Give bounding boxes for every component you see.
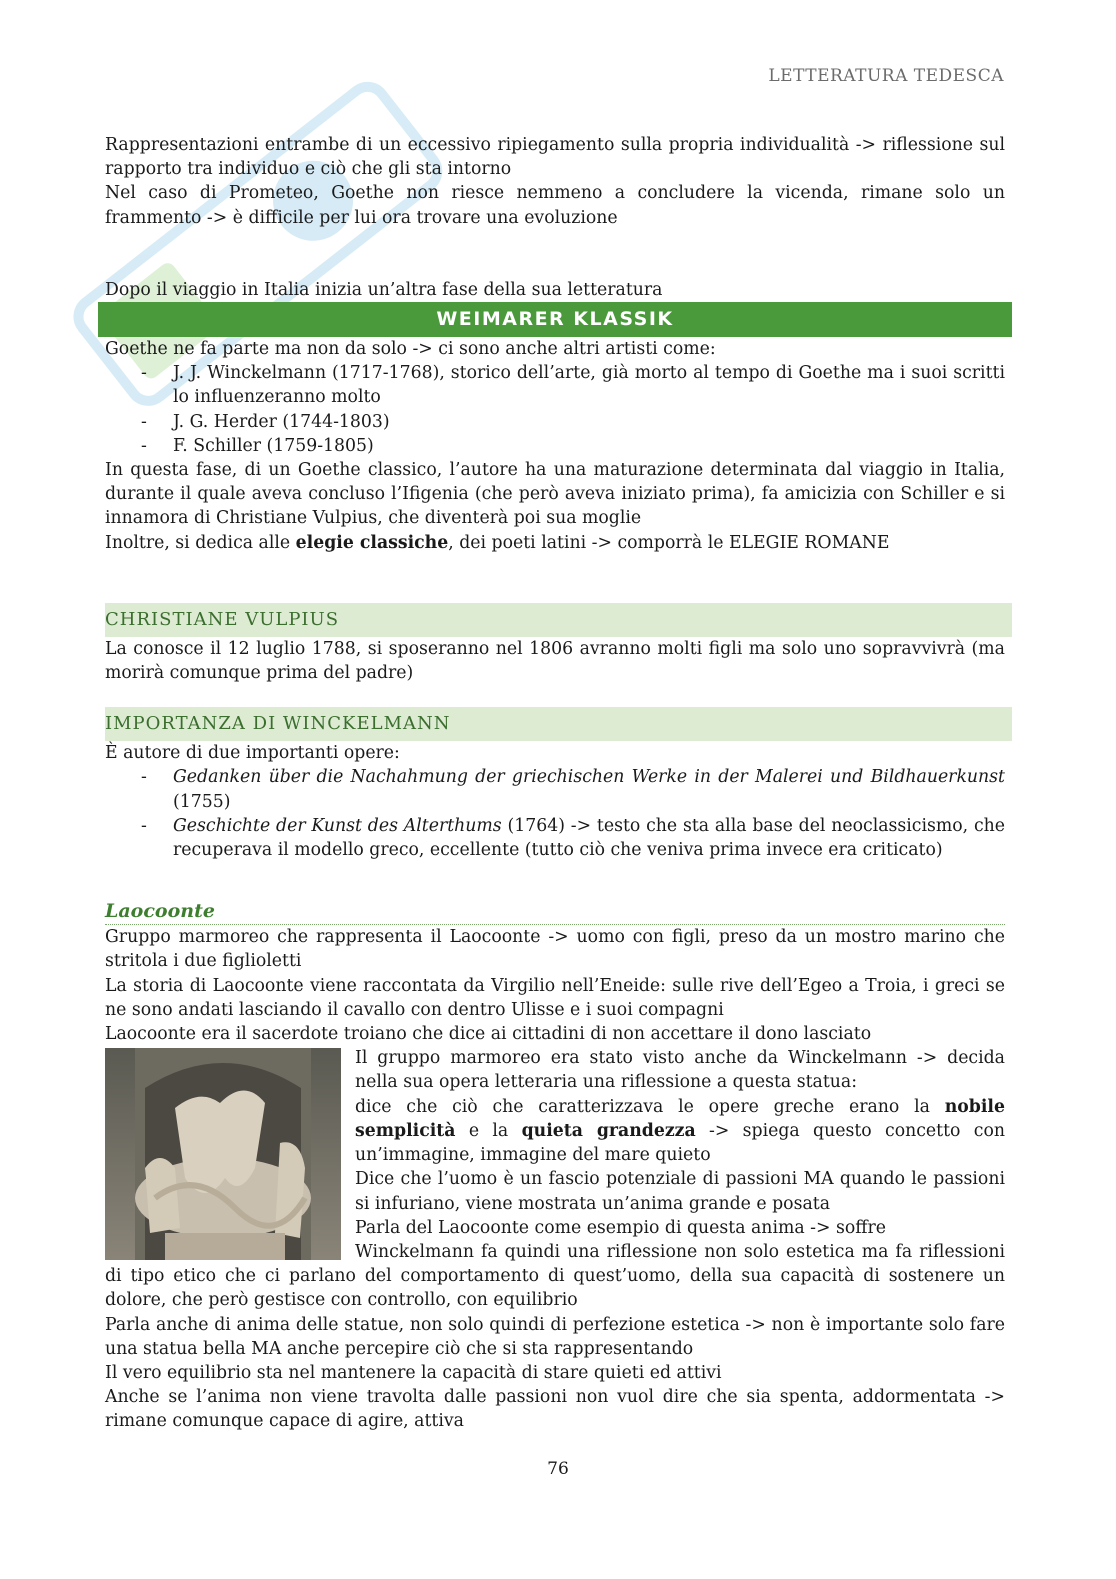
list-item: - J. J. Winckelmann (1717-1768), storico dell’arte, già morto al tempo di Goethe ma i suoi scritti lo influenzeranno molto: [141, 363, 1005, 408]
dash-bullet: -: [141, 767, 147, 788]
paragraph: Parla del Laocoonte come esempio di questa anima -> soffre: [355, 1217, 887, 1238]
dash-bullet: -: [141, 435, 147, 456]
paragraph: È autore di due importanti opere:: [105, 743, 400, 764]
paragraph: La conosce il 12 luglio 1788, si sposeranno nel 1806 avranno molti figli ma solo uno sopravvivrà (ma morirà comunque prima del padre): [105, 638, 1005, 684]
paragraph: Nel caso di Prometeo, Goethe non riesce nemmeno a concludere la vicenda, rimane solo un frammento -> è difficile per lui ora trovare una evoluzione: [105, 183, 1005, 228]
paragraph: Parla anche di anima delle statue, non solo quindi di perfezione estetica -> non è importante solo fare una statua bella MA anche percepire ciò che si sta rappresentando: [105, 1314, 1005, 1359]
paragraph: La storia di Laocoonte viene raccontata da Virgilio nell’Eneide: sulle rive dell’Egeo a Troia, i greci se ne sono andati lasciando il cavallo con dentro Ulisse e i suoi compagni: [105, 975, 1005, 1020]
paragraph: Rappresentazioni entrambe di un eccessivo ripiegamento sulla propria individualità -> riflessione sul rapporto tra individuo e ciò che gli sta intorno: [105, 135, 1005, 180]
list-item: - F. Schiller (1759-1805): [105, 434, 1005, 458]
list-item: - Geschichte der Kunst des Alterthums (1764) -> testo che sta alla base del neoclassicismo, che recuperava il modello greco, eccellente (tutto ciò che veniva prima invece era criticato): [141, 815, 1005, 861]
paragraph: Goethe ne fa parte ma non da solo -> ci sono anche altri artisti come:: [105, 339, 716, 360]
section-heading-winckelmann: IMPORTANZA DI WINCKELMANN: [105, 707, 1012, 741]
works-list: [105, 765, 1005, 862]
paragraph: Inoltre, si dedica alle elegie classiche, dei poeti latini -> comporrà le ELEGIE ROMANE: [105, 532, 890, 553]
subheading-laocoonte: Laocoonte: [105, 898, 1005, 925]
paragraph: dice che ciò che caratterizzava le opere greche erano la nobile semplicità e la quieta grandezza -> spiega questo concetto con un’immagine, immagine del mare quieto: [355, 1096, 1005, 1166]
laocoon-statue-image: [105, 1048, 341, 1260]
artist-list: [105, 361, 1005, 458]
section-banner: WEIMARER KLASSIK: [98, 302, 1012, 337]
running-header: LETTERATURA TEDESCA: [768, 66, 1004, 86]
paragraph: Gruppo marmoreo che rappresenta il Laocoonte -> uomo con figli, preso da un mostro marino che stritola i due figlioletti: [105, 927, 1005, 972]
paragraph: Dice che l’uomo è un fascio potenziale di passioni MA quando le passioni si infuriano, viene mostrata un’anima grande e posata: [355, 1169, 1005, 1214]
page-number: 76: [547, 1459, 569, 1479]
page-body: [105, 133, 1005, 1434]
dash-bullet: -: [141, 815, 147, 836]
paragraph: Dopo il viaggio in Italia inizia un’altra fase della sua letteratura: [105, 279, 663, 300]
paragraph: Il vero equilibrio sta nel mantenere la capacità di stare quieti ed attivi: [105, 1362, 722, 1383]
dash-bullet: -: [141, 411, 147, 432]
paragraph: Il gruppo marmoreo era stato visto anche da Winckelmann -> decida nella sua opera letteraria una riflessione a questa statua:: [355, 1048, 1005, 1093]
paragraph: In questa fase, di un Goethe classico, l’autore ha una maturazione determinata dal viaggio in Italia, durante il quale aveva concluso l’Ifigenia (che però aveva iniziato prima), fa amicizia con Schiller e si innamora di Christiane Vulpius, che diventerà poi sua moglie: [105, 460, 1005, 529]
paragraph: Anche se l’anima non viene travolta dalle passioni non vuol dire che sia spenta, addormentata -> rimane comunque capace di agire, attiva: [105, 1387, 1005, 1432]
list-item: - Gedanken über die Nachahmung der griechischen Werke in der Malerei und Bildhauerkunst (1755): [141, 767, 1005, 812]
list-item: - J. G. Herder (1744-1803): [105, 410, 1005, 434]
paragraph: Winckelmann fa quindi una riflessione non solo estetica ma fa riflessioni di tipo etico che ci parlano del comportamento di quest’uomo, della sua capacità di sostenere un dolore, che però gestisce con controllo, con equilibrio: [105, 1241, 1005, 1311]
dash-bullet: -: [141, 363, 147, 384]
paragraph: Laocoonte era il sacerdote troiano che dice ai cittadini di non accettare il dono lasciato: [105, 1024, 872, 1045]
section-heading-vulpius: CHRISTIANE VULPIUS: [105, 603, 1012, 637]
